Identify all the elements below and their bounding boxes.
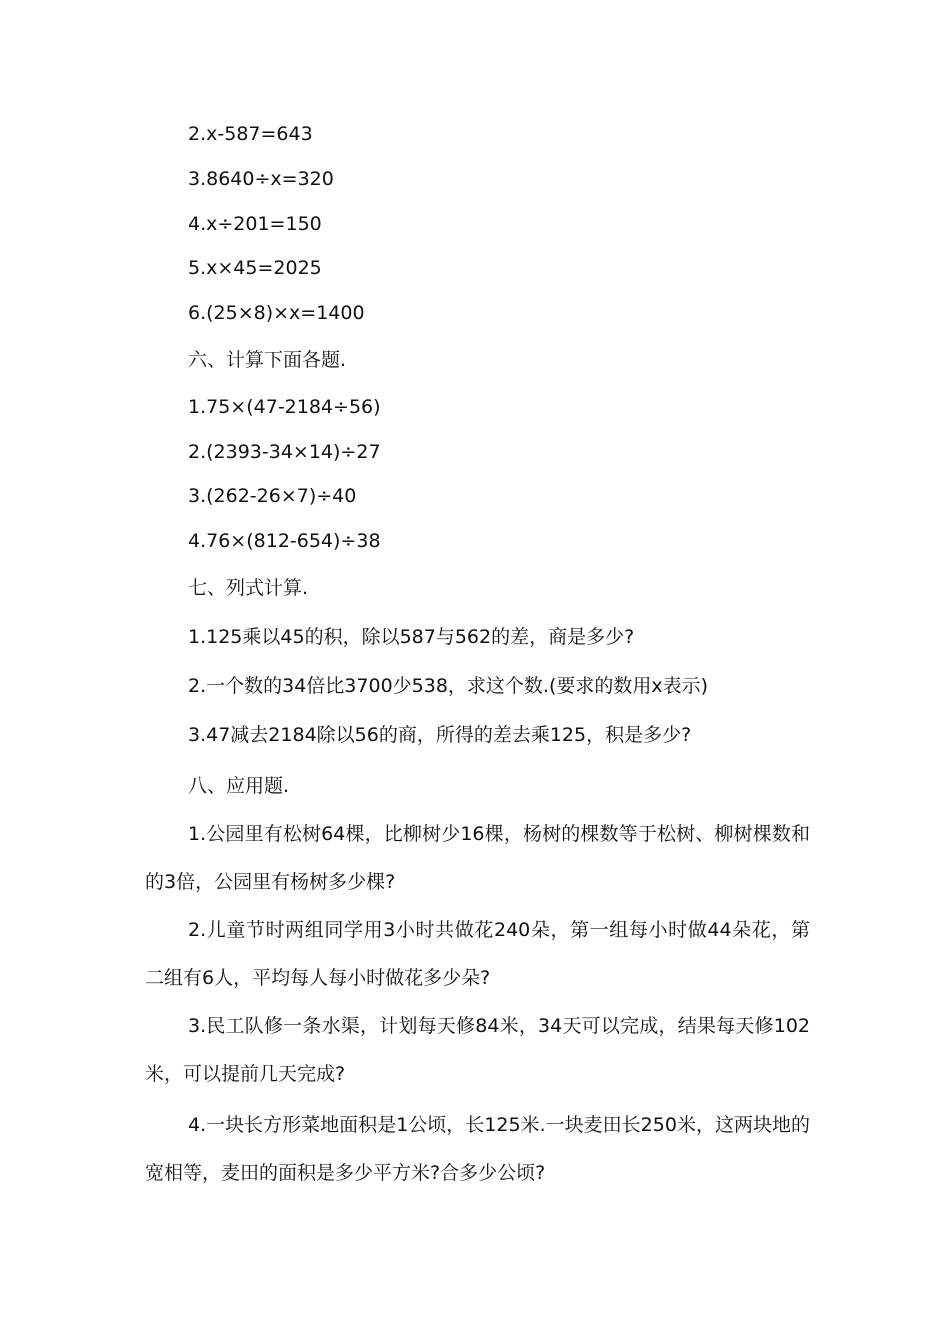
equation-6: 6.(25×8)×x=1400 bbox=[188, 302, 365, 324]
section-6-item-4: 4.76×(812-654)÷38 bbox=[188, 530, 381, 552]
section-7-item-2: 2.一个数的34倍比3700少538，求这个数.(要求的数用x表示) bbox=[188, 675, 709, 697]
equation-2: 2.x-587=643 bbox=[188, 123, 313, 145]
equation-4: 4.x÷201=150 bbox=[188, 213, 322, 235]
section-6-item-3: 3.(262-26×7)÷40 bbox=[188, 485, 357, 507]
section-8-item-4: 4.一块长方形菜地面积是1公顷，长125米.一块麦田长250米，这两块地的宽相等，麦田的面积是多少平方米?合多少公顷? bbox=[145, 1114, 810, 1184]
section-6-item-2: 2.(2393-34×14)÷27 bbox=[188, 441, 381, 463]
section-7-item-3: 3.47减去2184除以56的商，所得的差去乘125，积是多少? bbox=[188, 724, 692, 746]
section-8-heading: 八、应用题. bbox=[188, 775, 290, 797]
section-7-heading: 七、列式计算. bbox=[188, 577, 309, 599]
section-8-item-3: 3.民工队修一条水渠，计划每天修84米，34天可以完成，结果每天修102米，可以提前几天完成? bbox=[145, 1015, 810, 1085]
equation-5: 5.x×45=2025 bbox=[188, 257, 322, 279]
section-8-item-1: 1.公园里有松树64棵，比柳树少16棵，杨树的棵数等于松树、柳树棵数和的3倍，公园里有杨树多少棵? bbox=[145, 823, 810, 893]
section-8-item-2: 2.儿童节时两组同学用3小时共做花240朵，第一组每小时做44朵花，第二组有6人，平均每人每小时做花多少朵? bbox=[145, 919, 810, 989]
section-6-item-1: 1.75×(47-2184÷56) bbox=[188, 396, 381, 418]
section-6-heading: 六、计算下面各题. bbox=[188, 349, 347, 371]
section-7-item-1: 1.125乘以45的积，除以587与562的差，商是多少? bbox=[188, 626, 635, 648]
equation-3: 3.8640÷x=320 bbox=[188, 168, 334, 190]
